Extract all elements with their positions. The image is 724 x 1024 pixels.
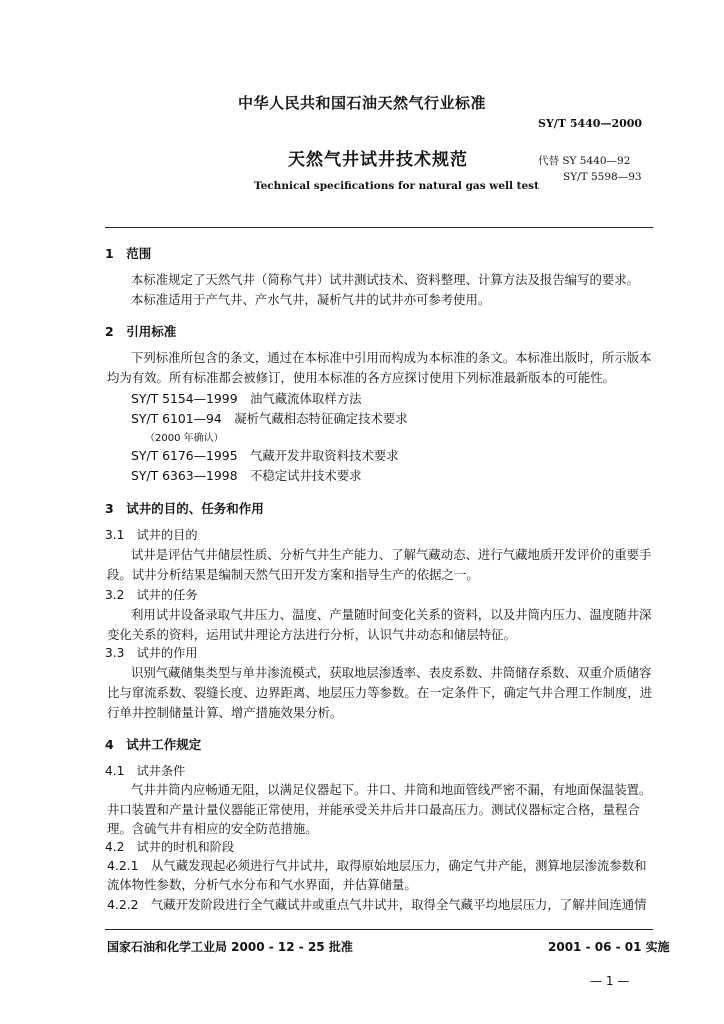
section-3-heading: 3 试井的目的、任务和作用 (105, 501, 264, 516)
section-1-heading: 1 范围 (105, 246, 152, 261)
section-4-2-1-line-2: 流体物性参数，分析气水分布和气水界面，并估算储量。 (107, 877, 417, 892)
section-3-2-line-1: 利用试井设备录取气井压力、温度、产量随时间变化关系的资料，以及井筒内压力、温度随井深 (131, 607, 652, 622)
section-2-heading: 2 引用标准 (105, 324, 177, 339)
standard-code: SY/T 5440—2000 (538, 117, 643, 130)
section-4-1-heading: 4.1 试井条件 (105, 764, 186, 778)
section-4-2-1-line-1: 4.2.1 从气藏发现起必须进行气井试井，取得原始地层压力，确定气井产能，测算地层渗流参数和 (107, 858, 647, 873)
reference-note: （2000 年确认） (145, 433, 224, 444)
section-1-paragraph-1: 本标准规定了天然气井（简称气井）试井测试技术、资料整理、计算方法及报告编写的要求。 (131, 272, 640, 287)
section-3-3-line-2: 比与窜流系数、裂缝长度、边界距离、地层压力等参数。在一定条件下，确定气井合理工作制度，进 (107, 685, 653, 700)
section-3-2-heading: 3.2 试井的任务 (105, 588, 198, 602)
replaces-standard-1: 代替 SY 5440—92 (538, 155, 631, 167)
replaces-standard-2: SY/T 5598—93 (563, 171, 642, 183)
footer-divider (105, 929, 653, 930)
document-title: 天然气井试井技术规范 (288, 150, 468, 170)
section-3-2-line-2: 变化关系的资料，运用试井理论方法进行分析，认识气井动态和储层特征。 (107, 627, 516, 642)
reference-item: SY/T 6101—94 凝析气藏相态特征确定技术要求 (131, 411, 408, 426)
section-2-paragraph-line-2: 均为有效。所有标准都会被修订，使用本标准的各方应探讨使用下列标准最新版本的可能性。 (107, 370, 616, 385)
section-3-3-line-1: 识别气藏储集类型与单井渗流模式，获取地层渗透率、表皮系数、井筒储存系数、双重介质储容 (131, 665, 652, 680)
page-number: — 1 — (590, 974, 630, 988)
section-3-1-line-2: 段。试井分析结果是编制天然气田开发方案和指导生产的依据之一。 (107, 567, 479, 582)
effective-date: 2001 - 06 - 01 实施 (548, 940, 670, 954)
english-title: Technical specifications for natural gas well test (254, 180, 539, 192)
reference-item: SY/T 5154—1999 油气藏流体取样方法 (131, 391, 362, 406)
reference-item: SY/T 6363—1998 不稳定试井技术要求 (131, 468, 362, 483)
org-title: 中华人民共和国石油天然气行业标准 (237, 94, 486, 112)
section-1-paragraph-2: 本标准适用于产气井、产水气井，凝析气井的试井亦可参考使用。 (131, 292, 491, 307)
section-4-2-2-line-1: 4.2.2 气藏开发阶段进行全气藏试井或重点气井试井，取得全气藏平均地层压力，了解井间连通情 (107, 897, 647, 912)
section-2-paragraph-line-1: 下列标准所包含的条文，通过在本标准中引用而构成为本标准的条文。本标准出版时，所示版本 (131, 350, 652, 365)
section-4-1-line-1: 气井井筒内应畅通无阻，以满足仪器起下。井口、井筒和地面管线严密不漏，有地面保温装置。 (131, 782, 652, 797)
section-3-1-heading: 3.1 试井的目的 (105, 528, 198, 542)
section-4-heading: 4 试井工作规定 (105, 737, 202, 752)
section-3-1-line-1: 试井是评估气井储层性质、分析气井生产能力、了解气藏动态、进行气藏地质开发评价的重要手 (131, 547, 652, 562)
approval-date: 国家石油和化学工业局 2000 - 12 - 25 批准 (107, 940, 353, 954)
section-3-3-line-3: 行单井控制储量计算、增产措施效果分析。 (107, 705, 343, 720)
section-4-1-line-3: 理。含硫气井有相应的安全防范措施。 (107, 821, 318, 836)
section-3-3-heading: 3.3 试井的作用 (105, 646, 198, 660)
header-divider (105, 227, 653, 228)
section-4-2-heading: 4.2 试井的时机和阶段 (105, 840, 235, 854)
reference-item: SY/T 6176—1995 气藏开发井取资料技术要求 (131, 448, 399, 463)
section-4-1-line-2: 井口装置和产量计量仪器能正常使用，并能承受关井后井口最高压力。测试仪器标定合格，量程合 (107, 802, 640, 817)
